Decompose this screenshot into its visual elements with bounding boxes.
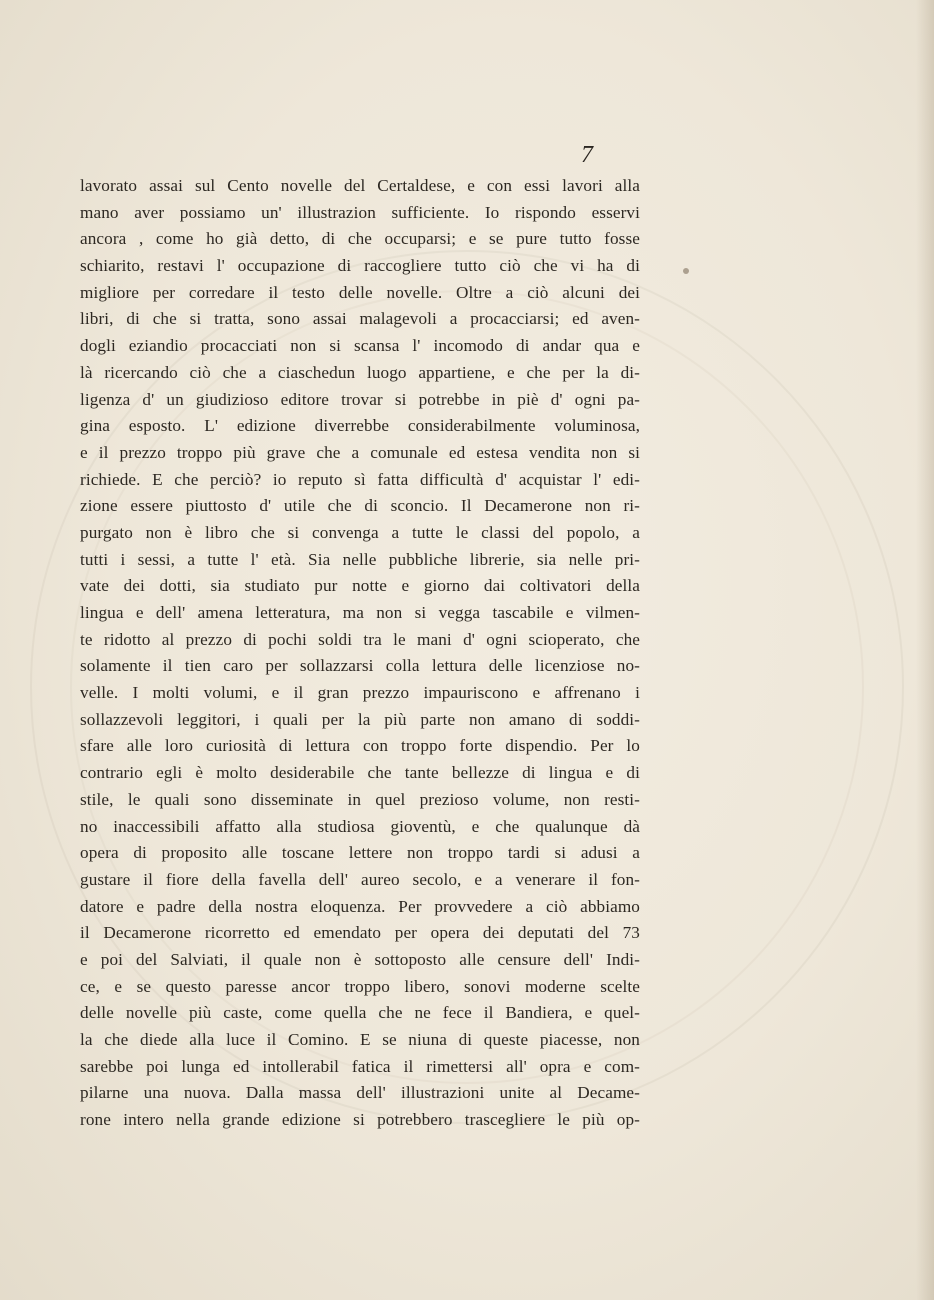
ink-spot bbox=[683, 268, 689, 274]
text-line: stile, le quali sono disseminate in quel prezioso volume, non resti- bbox=[80, 789, 640, 809]
text-line: te ridotto al prezzo di pochi soldi tra le mani d' ogni scioperato, che bbox=[80, 629, 640, 649]
text-line: ancora , come ho già detto, di che occuparsi; e se pure tutto fosse bbox=[80, 229, 640, 249]
text-line: pilarne una nuova. Dalla massa dell' illustrazioni unite al Decame- bbox=[80, 1083, 640, 1103]
page-edge-shadow bbox=[916, 0, 934, 1300]
text-line: mano aver possiamo un' illustrazion sufficiente. Io rispondo esservi bbox=[80, 202, 640, 222]
text-line: rone intero nella grande edizione si potrebbero trascegliere le più op- bbox=[80, 1110, 640, 1130]
text-line: la che diede alla luce il Comino. E se niuna di queste piacesse, non bbox=[80, 1030, 640, 1049]
text-line: tutti i sessi, a tutte l' età. Sia nelle pubbliche librerie, sia nelle pri- bbox=[80, 549, 640, 569]
text-line: migliore per corredare il testo delle novelle. Oltre a ciò alcuni dei bbox=[80, 282, 640, 302]
text-line: sfare alle loro curiosità di lettura con troppo forte dispendio. Per lo bbox=[80, 736, 640, 756]
text-line: solamente il tien caro per sollazzarsi colla lettura delle licenziose no- bbox=[80, 656, 640, 676]
text-line: schiarito, restavi l' occupazione di raccogliere tutto ciò che vi ha di bbox=[80, 256, 640, 276]
text-line: velle. I molti volumi, e il gran prezzo impauriscono e affrenano i bbox=[80, 683, 640, 703]
text-line: lingua e dell' amena letteratura, ma non si vegga tascabile e vilmen- bbox=[80, 603, 640, 622]
text-line: ligenza d' un giudizioso editore trovar si potrebbe in piè d' ogni pa- bbox=[80, 389, 640, 409]
text-line: sollazzevoli leggitori, i quali per la più parte non amano di soddi- bbox=[80, 709, 640, 729]
text-line: lavorato assai sul Cento novelle del Certaldese, e con essi lavori alla bbox=[80, 176, 640, 195]
text-line: richiede. E che perciò? io reputo sì fatta difficultà d' acquistar l' edi- bbox=[80, 469, 640, 489]
text-line: datore e padre della nostra eloquenza. Per provvedere a ciò abbiamo bbox=[80, 896, 640, 916]
text-line: dogli eziandio procacciati non si scansa l' incomodo di andar qua e bbox=[80, 336, 640, 356]
text-line: il Decamerone ricorretto ed emendato per opera dei deputati del 73 bbox=[80, 923, 640, 943]
text-line: purgato non è libro che si convenga a tutte le classi del popolo, a bbox=[80, 522, 640, 542]
page-number: 7 bbox=[581, 142, 593, 168]
text-line: opera di proposito alle toscane lettere non troppo tardi si adusi a bbox=[80, 843, 640, 863]
text-line: no inaccessibili affatto alla studiosa gioventù, e che qualunque dà bbox=[80, 816, 640, 836]
text-line: libri, di che si tratta, sono assai malagevoli a procacciarsi; ed aven- bbox=[80, 309, 640, 329]
text-line: là ricercando ciò che a ciaschedun luogo appartiene, e che per la di- bbox=[80, 362, 640, 382]
text-line: contrario egli è molto desiderabile che tante bellezze di lingua e di bbox=[80, 763, 640, 783]
text-line: e poi del Salviati, il quale non è sottoposto alle censure dell' Indi- bbox=[80, 949, 640, 969]
text-line: vate dei dotti, sia studiato pur notte e giorno dai coltivatori della bbox=[80, 576, 640, 596]
text-line: gustare il fiore della favella dell' aureo secolo, e a venerare il fon- bbox=[80, 869, 640, 889]
body-text bbox=[80, 173, 640, 1134]
text-line: ce, e se questo paresse ancor troppo libero, sonovi moderne scelte bbox=[80, 976, 640, 996]
text-line: delle novelle più caste, come quella che ne fece il Bandiera, e quel- bbox=[80, 1003, 640, 1023]
text-line: gina esposto. L' edizione diverrebbe considerabilmente voluminosa, bbox=[80, 416, 640, 436]
text-line: sarebbe poi lunga ed intollerabil fatica il rimettersi all' opra e com- bbox=[80, 1056, 640, 1076]
text-line: zione essere piuttosto d' utile che di sconcio. Il Decamerone non ri- bbox=[80, 496, 640, 516]
text-line: e il prezzo troppo più grave che a comunale ed estesa vendita non si bbox=[80, 442, 640, 462]
